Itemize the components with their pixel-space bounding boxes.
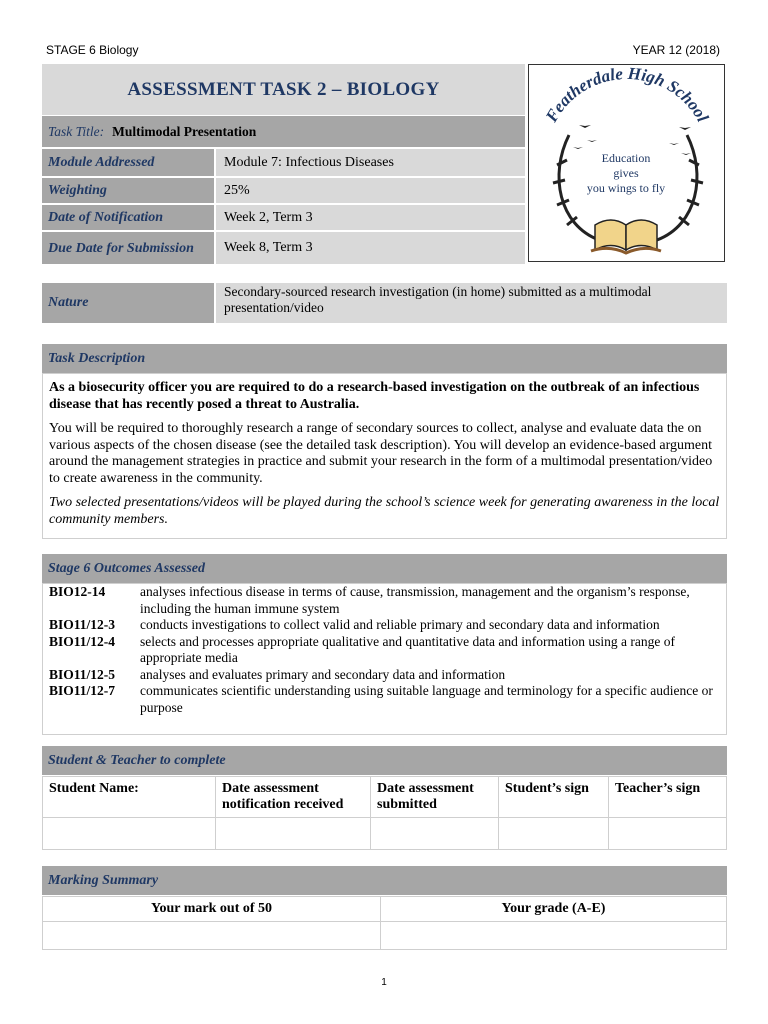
- date-submitted-cell[interactable]: [371, 818, 499, 850]
- student-teacher-table: [42, 776, 727, 850]
- book-icon: [591, 220, 661, 253]
- outcome-desc: conducts investigations to collect valid and reliable primary and secondary data and information: [140, 617, 660, 632]
- outcome-code: BIO11/12-7: [49, 683, 116, 698]
- marking-table: [42, 896, 727, 950]
- col-grade: Your grade (A-E): [381, 897, 727, 922]
- outcome-code: BIO11/12-5: [49, 666, 116, 682]
- outcome-row: [49, 683, 720, 716]
- outcome-desc: analyses infectious disease in terms of cause, transmission, management and the organism’s response, including the human immune system: [140, 584, 690, 616]
- teacher-sign-cell[interactable]: [609, 818, 727, 850]
- page-number: 1: [381, 977, 387, 988]
- page-title: ASSESSMENT TASK 2 – BIOLOGY: [127, 78, 440, 100]
- logo-motto-1: Education: [601, 151, 651, 165]
- student-sign-cell[interactable]: [499, 818, 609, 850]
- info-row-notification: [42, 205, 525, 230]
- info-label: Weighting: [42, 178, 214, 203]
- marking-heading: Marking Summary: [42, 866, 727, 895]
- logo-motto-3: you wings to fly: [586, 181, 666, 195]
- outcome-code: BIO11/12-3: [49, 617, 116, 632]
- header-left: STAGE 6 Biology: [46, 43, 139, 57]
- outcome-desc: communicates scientific understanding using suitable language and terminology for a specific audience or purpose: [140, 683, 713, 715]
- col-notification-received: Date assessment notification received: [216, 777, 371, 818]
- col-teacher-sign: Teacher’s sign: [609, 777, 727, 818]
- task-description-box: [42, 373, 727, 539]
- outcome-desc: selects and processes appropriate qualitative and quantitative data and information using a range of appropriate media: [140, 633, 675, 665]
- nature-value: Secondary-sourced research investigation (in home) submitted as a multimodal presentation/video: [216, 283, 727, 323]
- outcome-code: BIO12-14: [49, 584, 106, 599]
- outcomes-box: [42, 583, 727, 735]
- student-name-cell[interactable]: [43, 818, 216, 850]
- nature-label: Nature: [42, 283, 214, 323]
- outcome-row: [49, 667, 720, 684]
- mark-cell[interactable]: [43, 922, 381, 950]
- logo-school-name: Featherdale High School: [541, 65, 713, 126]
- info-label: Module Addressed: [42, 149, 214, 176]
- svg-text:Featherdale High School: [541, 65, 712, 126]
- school-logo: [528, 64, 725, 262]
- outcome-desc: analyses and evaluates primary and secondary data and information: [140, 666, 506, 682]
- grade-cell[interactable]: [381, 922, 727, 950]
- outcomes-heading: Stage 6 Outcomes Assessed: [42, 554, 727, 583]
- info-row-module: [42, 149, 525, 176]
- info-label: Date of Notification: [42, 205, 214, 230]
- outcome-row: [49, 634, 720, 667]
- header-right: YEAR 12 (2018): [632, 43, 720, 57]
- info-label: Due Date for Submission: [42, 232, 214, 264]
- student-teacher-heading: Student & Teacher to complete: [42, 746, 727, 775]
- notification-received-cell[interactable]: [216, 818, 371, 850]
- info-value: Week 8, Term 3: [216, 232, 525, 264]
- task-title-row: [42, 116, 525, 147]
- col-date-submitted: Date assessment submitted: [371, 777, 499, 818]
- info-row-due-date: [42, 232, 525, 264]
- info-value: Module 7: Infectious Diseases: [216, 149, 525, 176]
- info-row-weighting: [42, 178, 525, 203]
- title-box: [42, 64, 525, 115]
- task-description-note: Two selected presentations/videos will be played during the school’s science week for generating awareness in the local community members.: [49, 495, 720, 527]
- col-student-name: Student Name:: [43, 777, 216, 818]
- info-value: 25%: [216, 178, 525, 203]
- outcome-row: [49, 617, 720, 634]
- col-mark: Your mark out of 50: [43, 897, 381, 922]
- outcome-row: [49, 584, 720, 617]
- info-value: Week 2, Term 3: [216, 205, 525, 230]
- logo-motto-2: gives: [613, 166, 639, 180]
- outcome-code: BIO11/12-4: [49, 633, 116, 649]
- task-description-intro: As a biosecurity officer you are required to do a research-based investigation on the outbreak of an infectious disease that has recently posed a threat to Australia.: [49, 380, 700, 412]
- task-description-body: You will be required to thoroughly research a range of secondary sources to collect, analyse and evaluate data the on various aspects of the chosen disease (see the detailed task description). You will develop an evidence-based argument around the management strategies in practice and submit your research in the form of a multimodal presentation/video to create awareness in the community.: [49, 421, 713, 486]
- task-title-label: Task Title:: [48, 123, 105, 139]
- col-student-sign: Student’s sign: [499, 777, 609, 818]
- nature-row: [42, 283, 727, 323]
- task-description-heading: Task Description: [42, 344, 727, 373]
- task-title-value: Multimodal Presentation: [112, 123, 257, 139]
